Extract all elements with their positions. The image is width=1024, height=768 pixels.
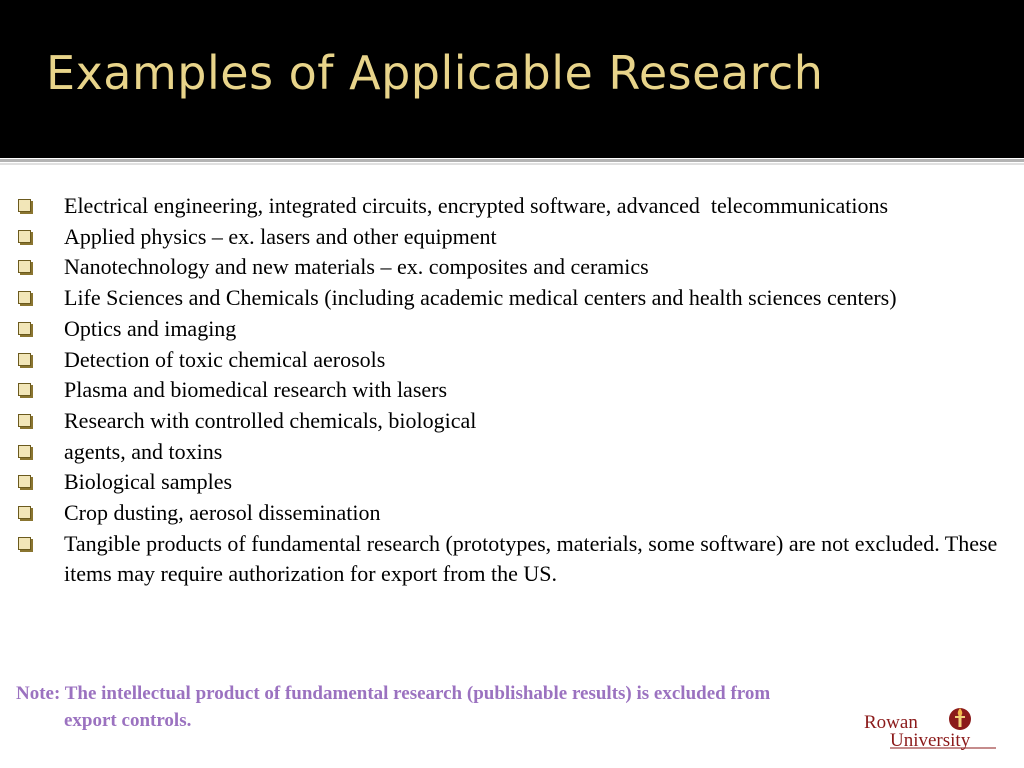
bullet-text: Detection of toxic chemical aerosols — [64, 346, 386, 372]
bullet-item — [16, 283, 1006, 314]
checkbox-bullet-icon — [18, 445, 31, 458]
bullet-item — [16, 345, 1006, 376]
bullet-list — [16, 191, 1006, 590]
title-divider — [0, 159, 1024, 162]
bullet-text: Crop dusting, aerosol dissemination — [64, 500, 381, 526]
checkbox-bullet-icon — [18, 260, 31, 273]
title-bar — [0, 0, 1024, 158]
bullet-text: Nanotechnology and new materials – ex. composites and ceramics — [64, 254, 649, 280]
bullet-text: Tangible products of fundamental research (prototypes, materials, some software) are not excluded. These items may require authorization for export from the US. — [64, 530, 998, 587]
checkbox-bullet-icon — [18, 291, 31, 304]
bullet-item — [16, 191, 1006, 222]
bullet-text: Electrical engineering, integrated circuits, encrypted software, advanced telecommunications — [64, 193, 889, 218]
torch-emblem-icon — [949, 708, 971, 730]
title-divider-shadow — [0, 163, 1024, 165]
logo-line-2: University — [890, 730, 971, 750]
slide-title: Examples of Applicable Research — [46, 46, 824, 100]
bullet-text: agents, and toxins — [64, 438, 223, 464]
footnote-line-1: Note: The intellectual product of fundamental research (publishable results) is excluded from — [16, 683, 771, 704]
footnote-line-2: export controls. — [64, 710, 192, 731]
bullet-text: Applied physics – ex. lasers and other equipment — [64, 223, 497, 249]
logo-line-1: Rowan — [864, 712, 918, 733]
checkbox-bullet-icon — [18, 383, 31, 396]
checkbox-bullet-icon — [18, 353, 31, 366]
bullet-text: Life Sciences and Chemicals (including academic medical centers and health sciences centers) — [64, 285, 897, 311]
bullet-text: Plasma and biomedical research with lasers — [64, 377, 448, 403]
checkbox-bullet-icon — [18, 322, 31, 335]
bullet-item — [16, 222, 1006, 253]
bullet-item — [16, 467, 1006, 498]
bullet-item — [16, 314, 1006, 345]
checkbox-bullet-icon — [18, 230, 31, 243]
checkbox-bullet-icon — [18, 414, 31, 427]
rowan-university-logo — [862, 706, 1002, 750]
bullet-item — [16, 252, 1006, 283]
checkbox-bullet-icon — [18, 475, 31, 488]
bullet-item — [16, 529, 1006, 590]
bullet-item — [16, 406, 1006, 437]
footnote — [16, 680, 1006, 734]
checkbox-bullet-icon — [18, 506, 31, 519]
bullet-item — [16, 437, 1006, 468]
bullet-item — [16, 375, 1006, 406]
bullet-text: Optics and imaging — [64, 315, 237, 341]
bullet-text: Research with controlled chemicals, biological — [64, 407, 477, 433]
checkbox-bullet-icon — [18, 199, 31, 212]
checkbox-bullet-icon — [18, 537, 31, 550]
bullet-item — [16, 498, 1006, 529]
bullet-text: Biological samples — [64, 469, 233, 495]
